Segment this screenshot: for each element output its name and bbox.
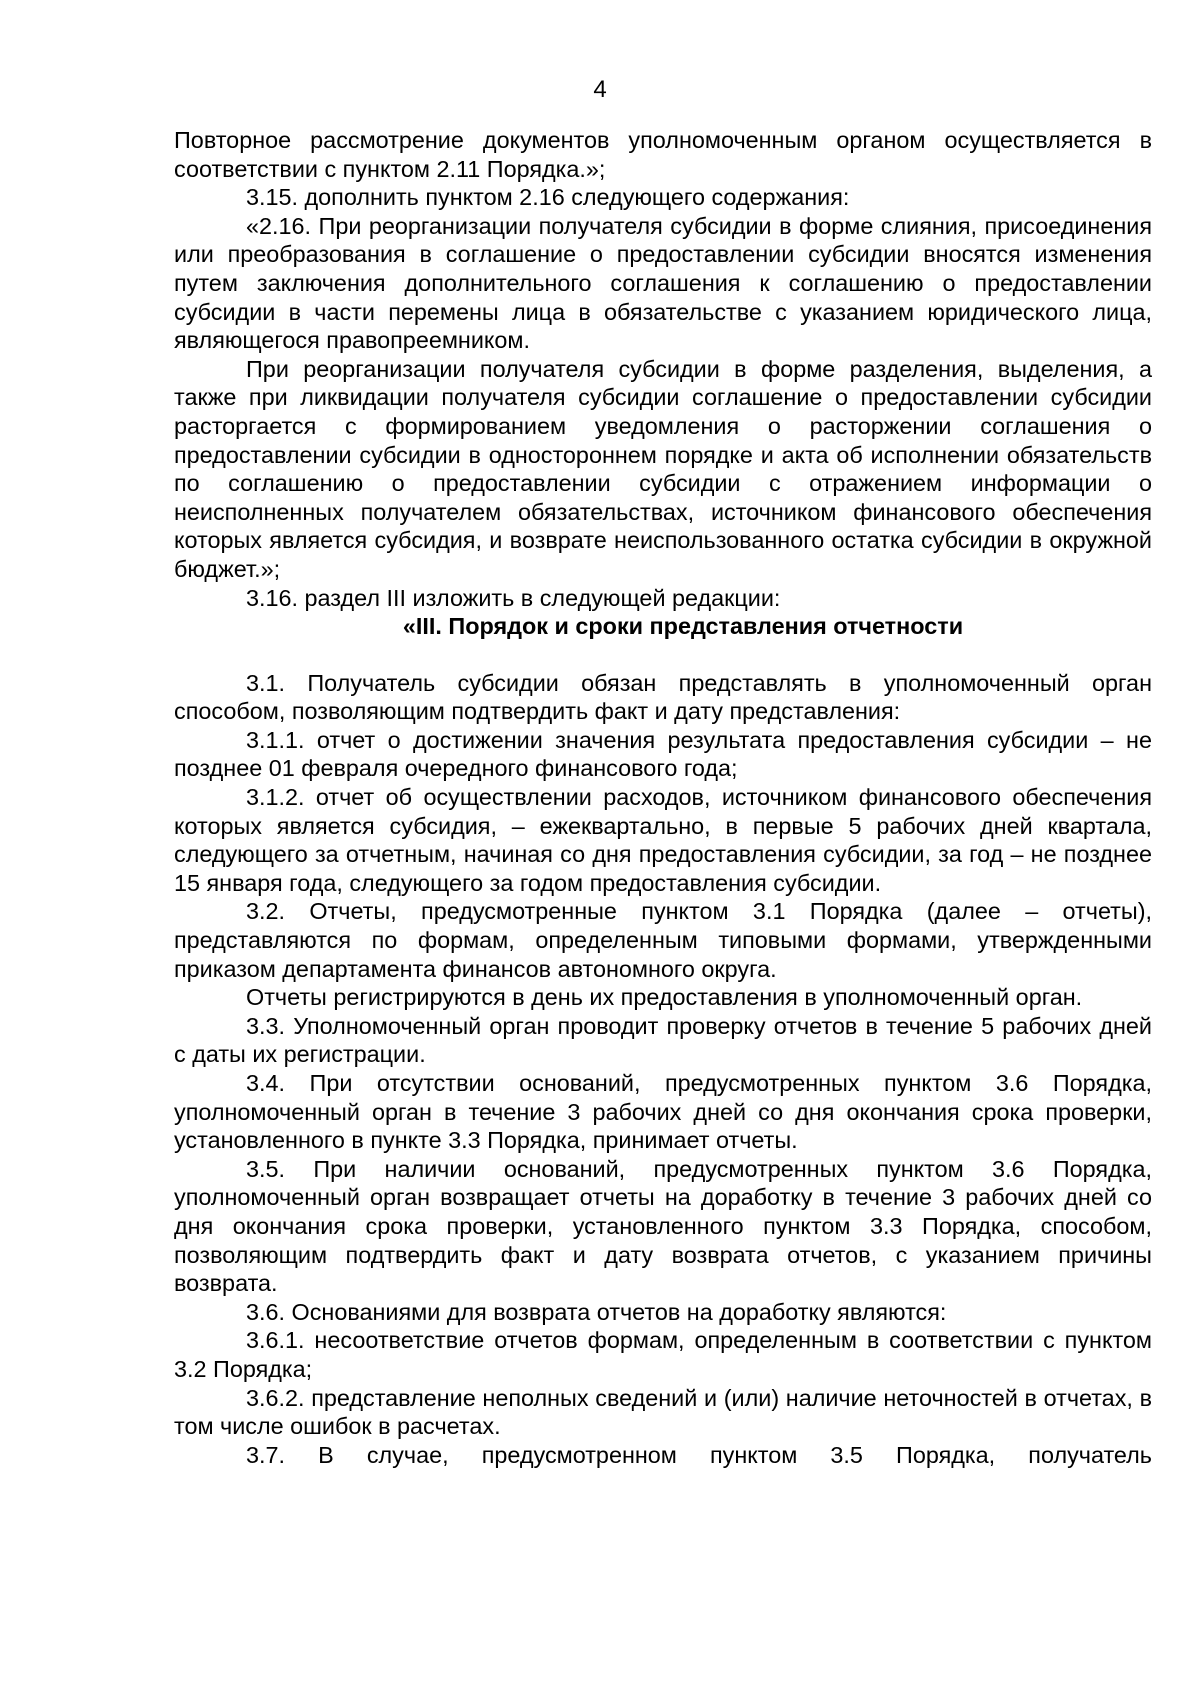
paragraph: При реорганизации получателя субсидии в форме разделения, выделения, а также при ликвидации получателя субсидии соглашение о предоставлении субсидии расторгается с формированием уведомления о расторжении соглашения о предоставлении субсидии в одностороннем порядке и акта об исполнении обязательств по соглашению о предоставлении субсидии с отражением информации о неисполненных получателем обязательствах, источником финансового обеспечения которых является субсидия, и возврате неиспользованного остатка субсидии в окружной бюджет.»; [174, 355, 1152, 582]
paragraph: 3.15. дополнить пунктом 2.16 следующего содержания: [246, 184, 850, 211]
paragraph: 3.1.1. отчет о достижении значения результата предоставления субсидии – не позднее 01 февраля очередного финансового года; [174, 726, 1152, 782]
paragraph: 3.1.2. отчет об осуществлении расходов, источником финансового обеспечения которых является субсидия, – ежеквартально, в первые 5 рабочих дней квартала, следующего за отчетным, начиная со дня предоставления субсидии, за год – не позднее 15 января года, следующего за годом предоставления субсидии. [174, 784, 1152, 896]
paragraph: 3.6.1. несоответствие отчетов формам, определенным в соответствии с пунктом 3.2 Порядка; [174, 1327, 1152, 1382]
paragraph: 3.5. При наличии оснований, предусмотренных пунктом 3.6 Порядка, уполномоченный орган возвращает отчеты на доработку в течение 3 рабочих дней со дня окончания срока проверки, установленного пунктом 3.3 Порядка, способом, позволяющим подтвердить факт и дату возврата отчетов, с указанием причины возврата. [174, 1155, 1152, 1297]
paragraph: 3.1. Получатель субсидии обязан представлять в уполномоченный орган способом, позволяющим подтвердить факт и дату представления: [174, 669, 1152, 725]
paragraph: 3.7. В случае, предусмотренном пунктом 3.5 Порядка, получатель [246, 1441, 1152, 1468]
paragraph: 3.4. При отсутствии оснований, предусмотренных пунктом 3.6 Порядка, уполномоченный орган в течение 3 рабочих дней со дня окончания срока проверки, установленного в пункте 3.3 Порядка, принимает отчеты. [174, 1070, 1152, 1154]
document-body [174, 126, 1152, 1469]
paragraph: Отчеты регистрируются в день их предоставления в уполномоченный орган. [246, 984, 1083, 1011]
paragraph: 3.3. Уполномоченный орган проводит проверку отчетов в течение 5 рабочих дней с даты их регистрации. [174, 1012, 1152, 1068]
paragraph: 3.6.2. представление неполных сведений и (или) наличие неточностей в отчетах, в том числе ошибок в расчетах. [174, 1384, 1152, 1440]
paragraph: 3.2. Отчеты, предусмотренные пунктом 3.1 Порядка (далее – отчеты), представляются по формам, определенным типовыми формами, утвержденными приказом департамента финансов автономного округа. [174, 898, 1152, 982]
paragraph: 3.16. раздел III изложить в следующей редакции: [246, 584, 781, 611]
page-number: 4 [593, 76, 607, 103]
paragraph: 3.6. Основаниями для возврата отчетов на доработку являются: [246, 1298, 947, 1325]
paragraph: Повторное рассмотрение документов уполномоченным органом осуществляется в соответствии с пунктом 2.11 Порядка.»; [174, 127, 1152, 182]
section-heading: «III. Порядок и сроки представления отчетности [402, 613, 964, 640]
paragraph: «2.16. При реорганизации получателя субсидии в форме слияния, присоединения или преобразования в соглашение о предоставлении субсидии вносятся изменения путем заключения дополнительного соглашения к соглашению о предоставлении субсидии в части перемены лица в обязательстве с указанием юридического лица, являющегося правопреемником. [174, 212, 1152, 354]
